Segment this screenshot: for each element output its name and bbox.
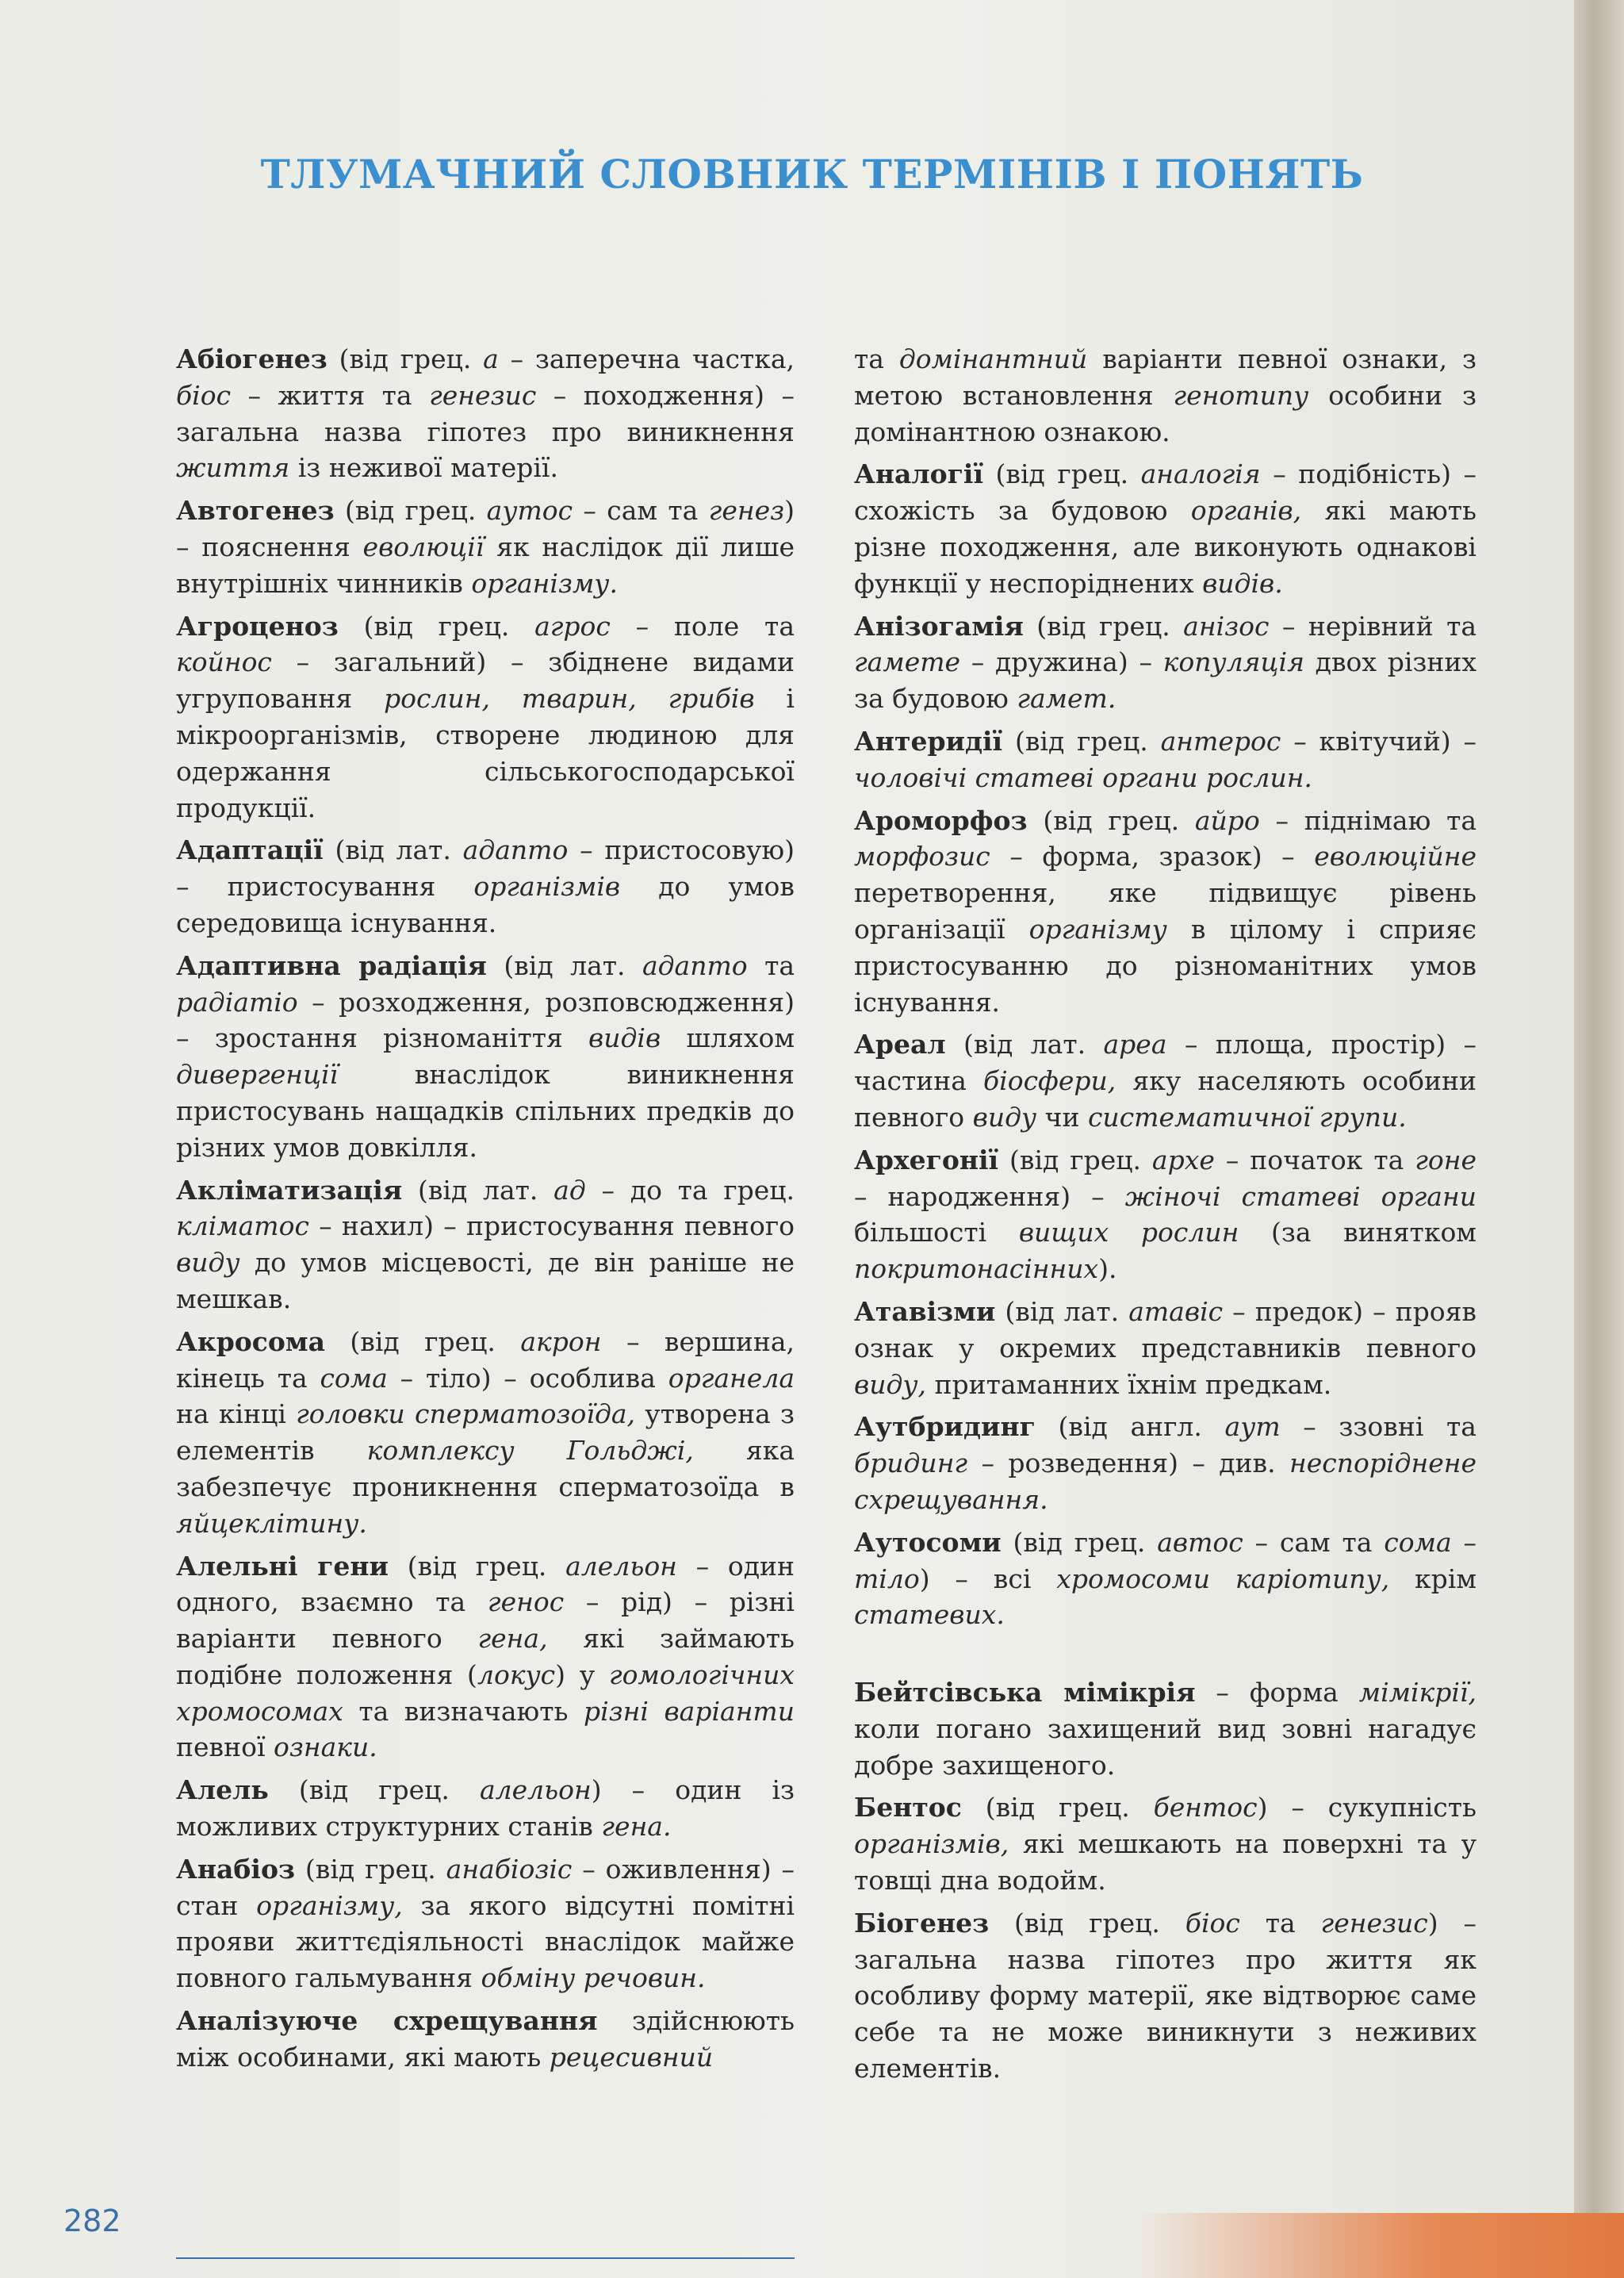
entry-term: Анізогамія [854, 610, 1024, 642]
entry-italic-term: біосфери, [983, 1065, 1116, 1097]
entry-italic-term: анабіозіс [446, 1853, 573, 1885]
entry-italic-term: організму [1028, 913, 1167, 945]
entry-italic-term: виду, [854, 1368, 927, 1400]
entry-term: Аналогії [854, 458, 983, 490]
dictionary-entry [854, 341, 1477, 450]
entry-italic-term: сома – тіло [854, 1526, 1477, 1594]
entry-text: ) – загальна назва гіпотез про життя як особливу форму матерії, яке відтворює саме себе та не може виникнути з неживих елементів. [854, 1907, 1477, 2084]
entry-term: Агроценоз [176, 610, 339, 642]
entry-text: – нерівний та [1269, 610, 1477, 642]
entry-term: Бентос [854, 1792, 962, 1824]
entry-italic-term: організмів, [854, 1828, 1009, 1860]
entry-text: (від грец. [268, 1774, 480, 1806]
entry-text: – ззовні та [1280, 1411, 1477, 1443]
entry-italic-term: виду [176, 1247, 240, 1279]
entry-italic-term: аут [1224, 1411, 1281, 1443]
entry-italic-term: генезис [429, 379, 537, 411]
entry-text: які мешкають на поверхні та у товщі дна водойм. [854, 1828, 1477, 1896]
entry-text: чи [1036, 1101, 1088, 1133]
entry-text: – початок та [1214, 1144, 1415, 1175]
entry-term: Адаптивна радіація [176, 949, 487, 981]
entry-text: – сам та [573, 495, 709, 527]
book-spine [1574, 0, 1624, 2278]
entry-text: (від лат. [486, 949, 642, 981]
entry-italic-term: систематичної групи. [1087, 1101, 1407, 1133]
dictionary-entry [176, 1548, 795, 1766]
entry-text: – розведення) – див. [967, 1448, 1289, 1479]
entry-italic-term: генос [487, 1586, 565, 1618]
entry-italic-term: генез [708, 495, 785, 527]
entry-italic-term: виду [972, 1101, 1037, 1133]
dictionary-entry [176, 2003, 795, 2076]
entry-text: яку населяють особини певного [854, 1065, 1477, 1133]
entry-text: (від грец. [324, 1325, 521, 1357]
entry-text: перетворення, яке підвищує рівень організації [854, 877, 1477, 945]
entry-term: Аутосоми [854, 1526, 1002, 1558]
entry-text: до умов середовища існування. [176, 871, 795, 938]
entry-italic-term: архе [1151, 1144, 1215, 1175]
entry-text: ) – один із можливих структурних станів [176, 1774, 795, 1843]
entry-italic-term: неспоріднене схрещування. [854, 1448, 1477, 1515]
dictionary-entry [176, 948, 795, 1166]
entry-italic-term: рослин, тварин, грибів [384, 683, 755, 715]
entry-text: – нахил) – пристосування певного [308, 1210, 795, 1242]
entry-italic-term: гамет. [1017, 683, 1116, 715]
entry-term: Алель [176, 1774, 269, 1806]
dictionary-entry [176, 832, 795, 941]
entry-italic-term: організму, [256, 1889, 403, 1921]
entry-italic-term: генезис [1320, 1907, 1428, 1939]
entry-text: яка забезпечує проникнення сперматозоїда в [176, 1435, 795, 1502]
entry-text: – до та грец. [585, 1174, 795, 1206]
entry-italic-term: мімікрії, [1358, 1677, 1477, 1708]
entry-term: Біогенез [854, 1907, 990, 1939]
entry-text: – походження) – загальна назва гіпотез про виникнення [176, 379, 795, 447]
entry-text: ) – сукупність [1257, 1792, 1477, 1824]
entry-italic-term: койнос [176, 646, 272, 678]
entry-text: та визначають [343, 1695, 584, 1727]
entry-text: утворена з елементів [176, 1398, 795, 1467]
entry-italic-term: видів [588, 1022, 661, 1054]
entry-text: – загальний) – збіднене видами угруповання [176, 646, 795, 715]
entry-text: (від грец. [1027, 804, 1195, 836]
entry-text: – сам та [1243, 1526, 1385, 1558]
entry-text: (від грец. [327, 343, 484, 374]
entry-text: – предок) – прояв ознак у окремих представників певного [854, 1295, 1477, 1363]
entry-italic-term: ареа [1103, 1029, 1167, 1060]
left-column [176, 341, 795, 2082]
entry-text: (від грец. [989, 1907, 1185, 1939]
entry-text: – поле та [610, 610, 795, 642]
entry-text: та [747, 949, 795, 981]
page-number: 282 [63, 2203, 121, 2238]
entry-text: певної [176, 1732, 274, 1763]
entry-italic-term: бридинг [854, 1448, 968, 1479]
dictionary-entry [854, 1409, 1477, 1517]
entry-text: (від англ. [1035, 1411, 1225, 1443]
entry-text: (від грец. [295, 1853, 446, 1885]
entry-italic-term: антерос [1160, 725, 1281, 757]
entry-text: – подібність) – схожість за будовою [854, 458, 1477, 527]
page-title: ТЛУМАЧНИЙ СЛОВНИК ТЕРМІНІВ І ПОНЯТЬ [260, 151, 1364, 198]
entry-italic-term: локус [477, 1659, 556, 1690]
entry-italic-term: автос [1157, 1526, 1243, 1558]
entry-italic-term: адапто [462, 834, 569, 866]
entry-text: – заперечна частка, [498, 343, 795, 374]
entry-italic-term: організму. [471, 567, 618, 599]
entry-term: Акросома [176, 1325, 325, 1357]
entry-text: та [1239, 1907, 1321, 1939]
entry-term: Алельні гени [176, 1550, 389, 1582]
entry-italic-term: айро [1194, 804, 1260, 836]
dictionary-entry [854, 456, 1477, 601]
entry-italic-term: біос [1185, 1907, 1240, 1939]
entry-italic-term: домінантний [898, 343, 1088, 374]
entry-text: ) – всі [919, 1563, 1057, 1594]
entry-text: – оживлення) – стан [176, 1853, 795, 1921]
entry-term: Автогенез [176, 495, 335, 527]
dictionary-entry [854, 1026, 1477, 1135]
entry-term: Аналізуюче схрещування [176, 2005, 598, 2037]
entry-italic-term: дивергенції [176, 1059, 339, 1091]
entry-italic-term: а [483, 343, 499, 374]
entry-text: (від лат. [402, 1174, 554, 1206]
entry-term: Адаптації [176, 834, 324, 866]
entry-text: (від грец. [338, 610, 535, 642]
entry-italic-term: яйцеклітину. [176, 1507, 367, 1539]
entry-text: – один одного, взаємно та [176, 1550, 795, 1618]
dictionary-entry [176, 1851, 795, 1996]
entry-italic-term: гена, [477, 1623, 548, 1655]
entry-text: притаманних їхнім предкам. [926, 1368, 1332, 1400]
entry-text: в цілому і сприяє пристосуванню до різноманітних умов існування. [854, 913, 1477, 1018]
dictionary-entry [176, 608, 795, 826]
entry-italic-term: статевих. [854, 1599, 1005, 1631]
entry-text: як наслідок дії лише внутрішніх чинників [176, 531, 795, 599]
entry-italic-term: біос [176, 379, 232, 411]
entry-text: – форма, зразок) – [990, 841, 1315, 872]
entry-italic-term: ад [553, 1174, 586, 1206]
entry-text: – піднімаю та [1259, 804, 1477, 836]
entry-term: Анабіоз [176, 1853, 296, 1885]
dictionary-entry [176, 1172, 795, 1317]
dictionary-entry [176, 1324, 795, 1542]
entry-text: коли погано захищений вид зовні нагадує добре захищеного. [854, 1712, 1477, 1781]
dictionary-entry [854, 723, 1477, 796]
dictionary-entry [176, 341, 795, 486]
entry-text: – розходження, розповсюдження) – зростання різноманіття [176, 986, 795, 1054]
footer-rule [176, 2257, 795, 2259]
entry-text: – площа, простір) – частина [854, 1029, 1477, 1097]
entry-text: які мають різне походження, але виконують однакові функції у неспоріднених [854, 495, 1477, 599]
entry-italic-term: анізос [1183, 610, 1270, 642]
entry-text: (від лат. [945, 1029, 1104, 1060]
entry-text: (від грец. [998, 1144, 1152, 1175]
right-column [854, 341, 1477, 2093]
entry-text: які займають подібне положення ( [176, 1623, 795, 1690]
entry-italic-term: комплексу Гольджі, [366, 1435, 694, 1467]
entry-text: (від грец. [961, 1792, 1154, 1824]
entry-italic-term: органела [668, 1362, 795, 1394]
entry-italic-term: акрон [520, 1325, 602, 1357]
entry-text: із неживої матерії. [289, 452, 558, 484]
entry-italic-term: гомологічних хромосомах [176, 1659, 795, 1727]
entry-italic-term: гоне [1415, 1144, 1477, 1175]
entry-italic-term: алельон [565, 1550, 677, 1582]
entry-italic-term: обміну речовин. [481, 1962, 706, 1994]
entry-italic-term: копуляція [1162, 646, 1304, 678]
entry-text: (від грец. [1001, 1526, 1158, 1558]
entry-text: (за винятком [1239, 1217, 1477, 1248]
entry-italic-term: життя [176, 452, 290, 484]
entry-italic-term: органів, [1190, 495, 1302, 527]
entry-term: Ароморфоз [854, 804, 1028, 836]
entry-text: – народження) – [854, 1180, 1125, 1212]
entry-term: Бейтсівська мімікрія [854, 1677, 1196, 1708]
entry-text: – дружина) – [960, 646, 1163, 678]
entry-italic-term: чоловічі статеві органи рослин. [854, 761, 1312, 793]
dictionary-entry [854, 1789, 1477, 1898]
entry-text: – рід) – різні варіанти певного [176, 1586, 795, 1655]
entry-text: (від лат. [995, 1295, 1129, 1327]
decorative-strip [1134, 2213, 1624, 2278]
dictionary-entry [854, 1142, 1477, 1287]
entry-text: – квітучий) – [1281, 725, 1477, 757]
entry-text: за якого відсутні помітні прояви життєдіяльності внаслідок майже повного гальмування [176, 1889, 795, 1994]
entry-italic-term: гамете [854, 646, 961, 678]
entry-text: – вершина, кінець та [176, 1325, 795, 1394]
entry-italic-term: еволюції [362, 531, 485, 562]
entry-italic-term: генотипу [1173, 379, 1309, 411]
entry-italic-term: вищих рослин [1018, 1217, 1239, 1248]
entry-italic-term: морфозис [854, 841, 990, 872]
entry-term: Ареал [854, 1029, 946, 1060]
entry-italic-term: сома [320, 1362, 388, 1394]
entry-italic-term: радіатіо [176, 986, 298, 1018]
entry-text: на кінці [176, 1398, 297, 1430]
entry-text: здійснюють між особинами, які мають [176, 2005, 795, 2073]
entry-text: та [854, 343, 899, 374]
entry-text: крім [1389, 1563, 1477, 1594]
entry-italic-term: покритонасінних [854, 1253, 1099, 1285]
entry-text: шляхом [661, 1022, 795, 1054]
entry-term: Аутбридинг [854, 1411, 1036, 1443]
entry-italic-term: атавіс [1128, 1295, 1224, 1327]
dictionary-entry [854, 1905, 1477, 2087]
entry-italic-term: бентос [1153, 1792, 1258, 1824]
entry-italic-term: адапто [642, 949, 748, 981]
entry-term: Атавізми [854, 1295, 996, 1327]
dictionary-entry [854, 1674, 1477, 1783]
entry-text: (від грец. [389, 1550, 566, 1582]
entry-italic-term: агрос [534, 610, 611, 642]
entry-text: – тіло) – особлива [387, 1362, 668, 1394]
dictionary-entry [176, 493, 795, 601]
entry-italic-term: еволюційне [1314, 841, 1477, 872]
entry-text: (від грец. [1023, 610, 1184, 642]
entry-text: (від лат. [323, 834, 463, 866]
entry-italic-term: кліматос [176, 1210, 309, 1242]
entry-term: Антеридії [854, 725, 1003, 757]
entry-text: (від грец. [1002, 725, 1161, 757]
entry-text: і мікроорганізмів, створене людиною для одержання сільськогосподарської продукції. [176, 683, 795, 823]
entry-text: – життя та [231, 379, 430, 411]
entry-text: двох різних за будовою [854, 646, 1477, 715]
entry-text: ) – пояснення [176, 495, 795, 562]
entry-italic-term: ознаки. [274, 1732, 377, 1763]
dictionary-entry [854, 803, 1477, 1021]
dictionary-entry [854, 1294, 1477, 1402]
entry-italic-term: організмів [473, 871, 621, 903]
entry-text: варіанти певної ознаки, з метою встановлення [854, 343, 1477, 411]
entry-italic-term: жіночі статеві органи [1124, 1180, 1477, 1212]
dictionary-entry [176, 1772, 795, 1845]
entry-term: Абіогенез [176, 343, 327, 374]
entry-italic-term: гена. [601, 1811, 672, 1843]
entry-italic-term: видів. [1202, 567, 1283, 599]
entry-text: (від грец. [983, 458, 1141, 490]
entry-text: особини з домінантною ознакою. [854, 379, 1477, 447]
entry-text: ) у [555, 1659, 609, 1690]
entry-italic-term: різні варіанти [583, 1695, 795, 1727]
entry-text: внаслідок виникнення пристосувань нащадків спільних предків до різних умов довкілля. [176, 1059, 795, 1163]
entry-italic-term: алельон [479, 1774, 592, 1806]
entry-text: до умов місцевості, де він раніше не мешкав. [176, 1247, 795, 1314]
entry-italic-term: аутос [486, 495, 573, 527]
entry-text: – форма [1195, 1677, 1359, 1708]
entry-term: Акліматизація [176, 1174, 403, 1206]
dictionary-entry [854, 1524, 1477, 1633]
dictionary-entry [854, 608, 1477, 717]
entry-text: (від грец. [334, 495, 487, 527]
entry-italic-term: хромосоми каріотипу, [1056, 1563, 1390, 1594]
entry-text: – пристосовую) – пристосування [176, 834, 795, 903]
entry-italic-term: головки сперматозоїда, [296, 1398, 636, 1430]
entry-italic-term: аналогія [1140, 458, 1261, 490]
entry-text: ). [1098, 1253, 1117, 1285]
entry-term: Архегонії [854, 1144, 999, 1175]
entry-italic-term: рецесивний [549, 2041, 714, 2073]
entry-text: більшості [854, 1217, 1019, 1248]
